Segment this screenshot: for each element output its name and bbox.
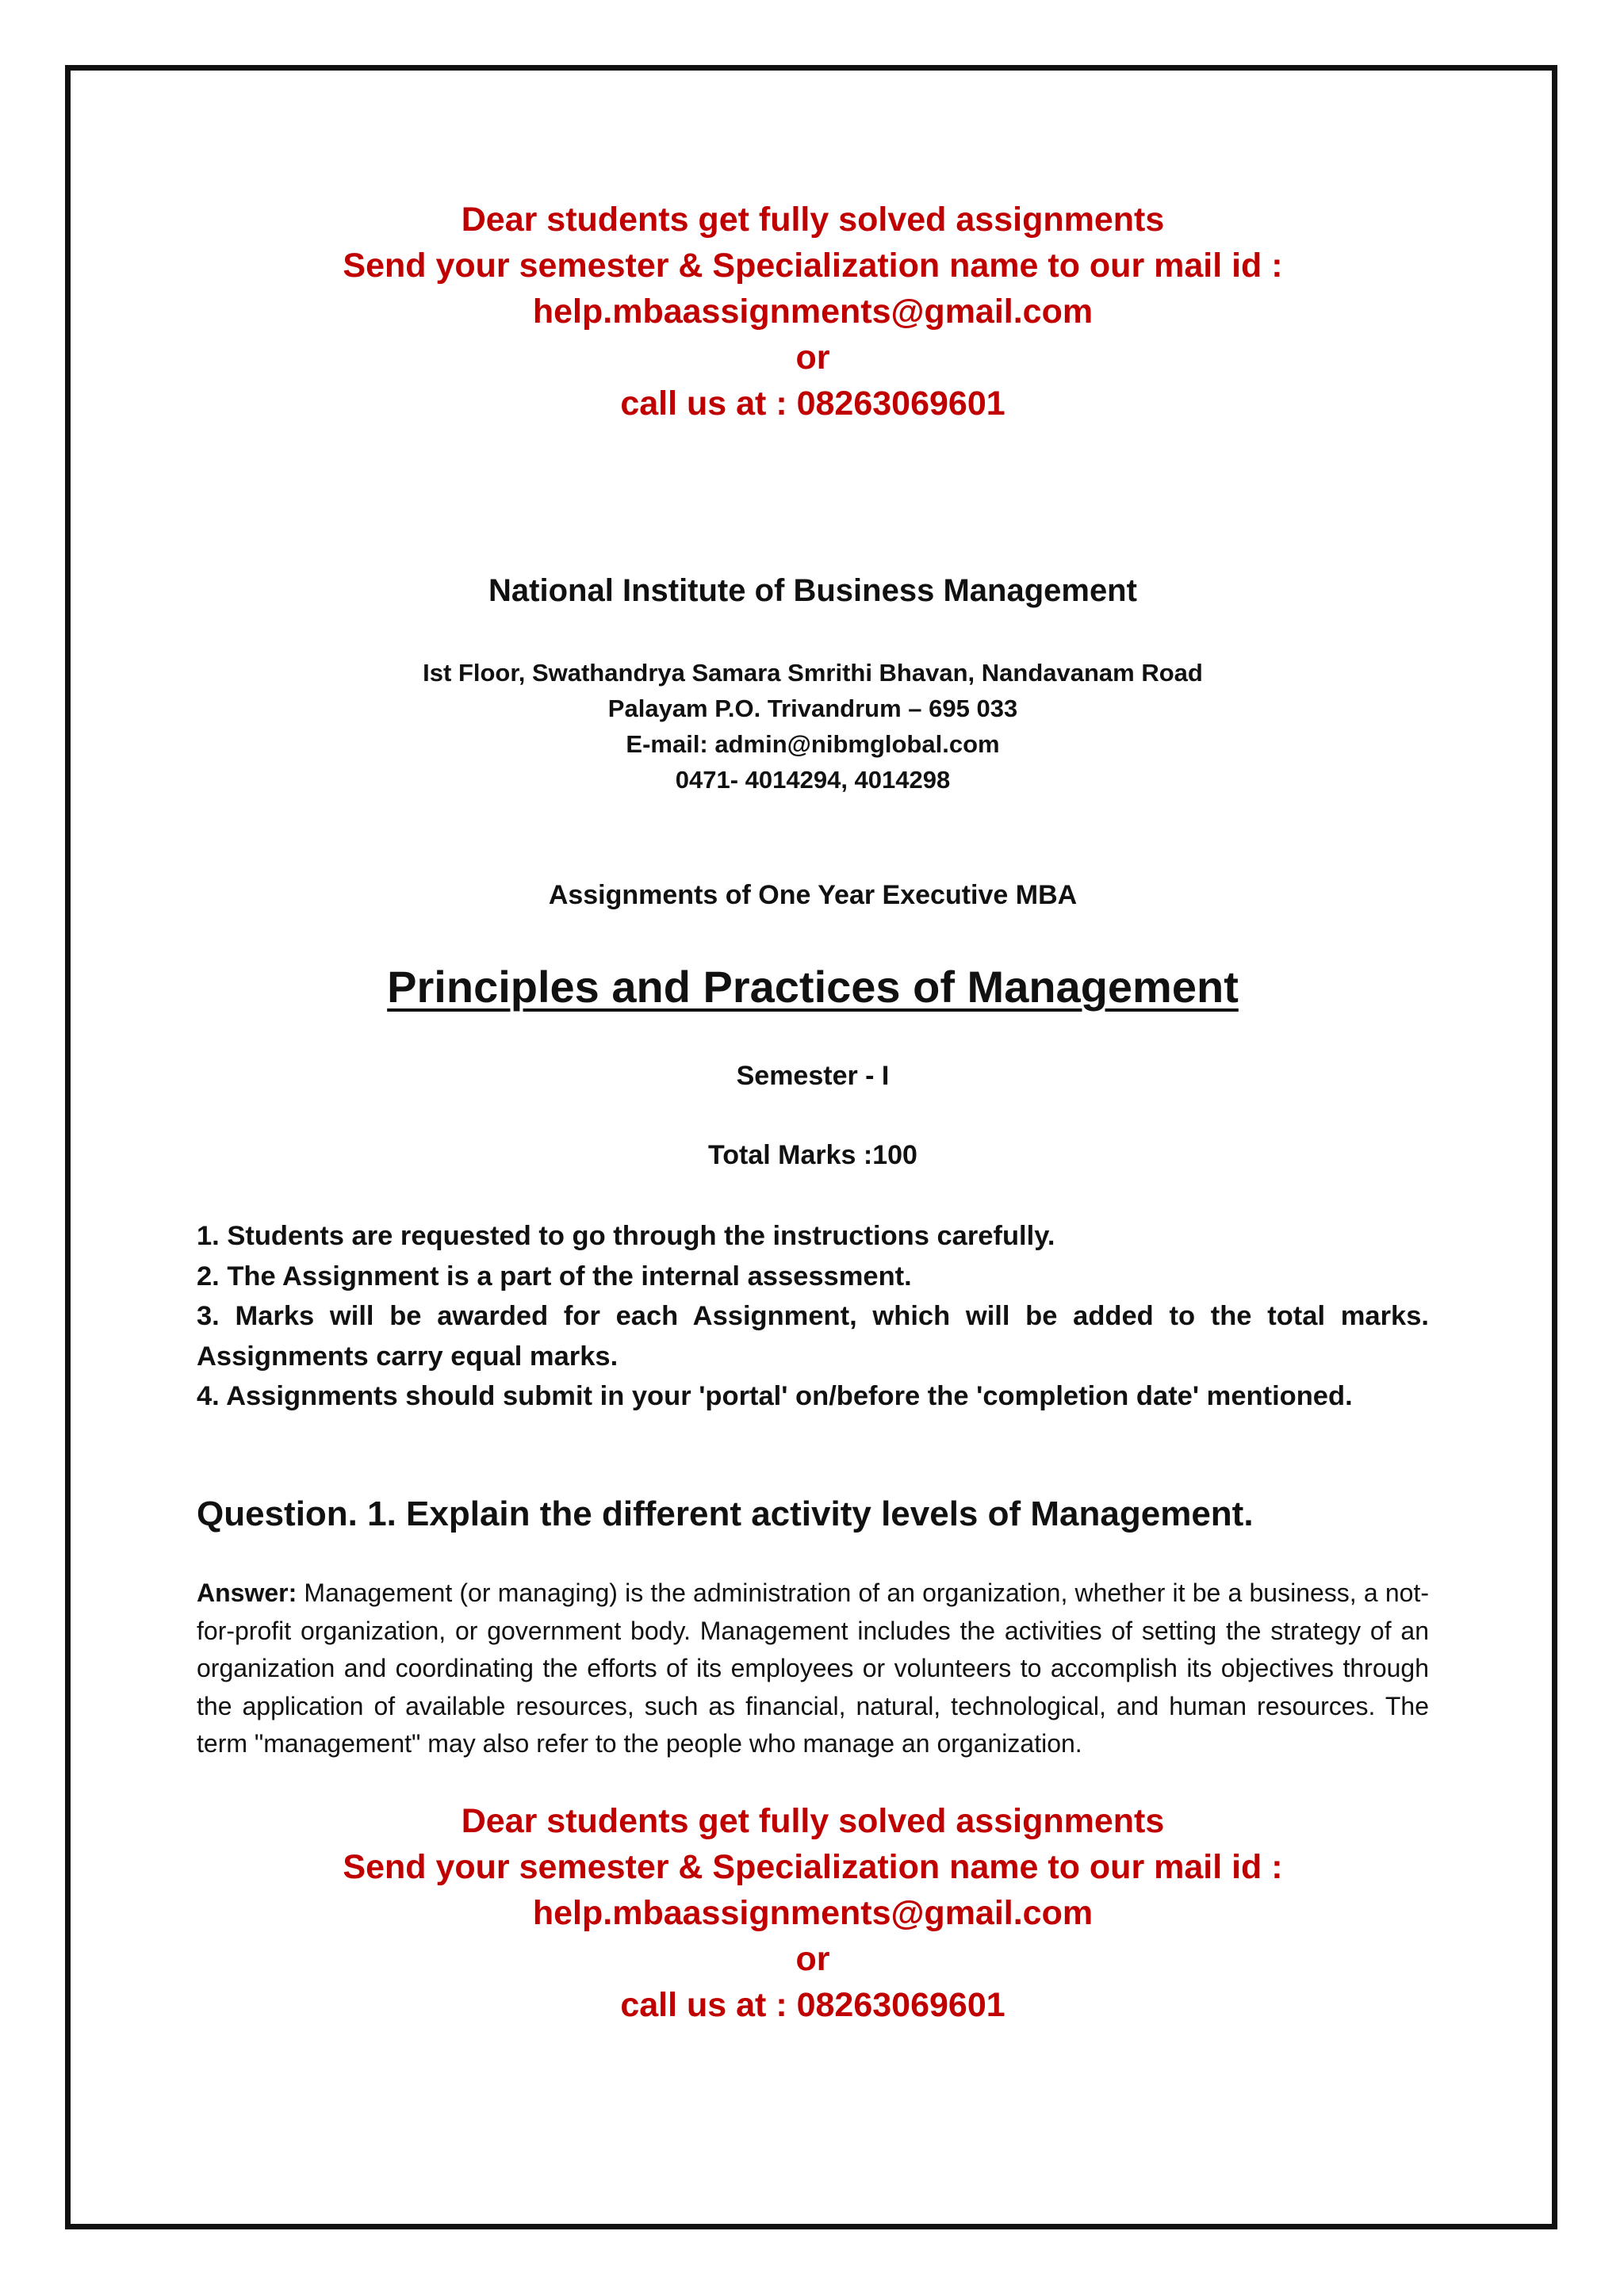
institute-name: National Institute of Business Management bbox=[488, 573, 1137, 608]
instruction-item: 1. Students are requested to go through the instructions carefully. bbox=[197, 1221, 1055, 1251]
promo-email: help.mbaassignments@gmail.com bbox=[532, 1894, 1094, 1932]
semester-label: Semester - I bbox=[736, 1061, 890, 1091]
subject-title-text: Principles and Practices of Management bbox=[387, 962, 1239, 1012]
subject-title bbox=[198, 959, 1427, 1015]
address-line: Palayam P.O. Trivandrum – 695 033 bbox=[607, 695, 1018, 722]
instructions-list bbox=[197, 1216, 1429, 1417]
promo-phone: call us at : 08263069601 bbox=[620, 1986, 1005, 2024]
institute-address bbox=[198, 655, 1427, 798]
promo-line: Dear students get fully solved assignments bbox=[461, 201, 1165, 239]
promo-line: Send your semester & Specialization name to our mail id : bbox=[343, 1848, 1283, 1886]
answer-paragraph bbox=[197, 1575, 1429, 1763]
promo-email: help.mbaassignments@gmail.com bbox=[532, 293, 1094, 331]
program-title: Assignments of One Year Executive MBA bbox=[548, 880, 1078, 910]
institute-email: E-mail: admin@nibmglobal.com bbox=[626, 730, 1000, 758]
promo-line: or bbox=[795, 1940, 830, 1978]
promo-block-bottom bbox=[198, 1798, 1427, 2028]
instruction-item: 3. Marks will be awarded for each Assignment, which will be added to the total marks. Assignments carry equal marks. bbox=[197, 1301, 1429, 1372]
promo-phone: call us at : 08263069601 bbox=[620, 385, 1005, 423]
promo-block-top bbox=[198, 197, 1427, 427]
promo-line: Send your semester & Specialization name to our mail id : bbox=[343, 247, 1283, 285]
institute-phone: 0471- 4014294, 4014298 bbox=[675, 766, 951, 794]
instruction-item: 2. The Assignment is a part of the internal assessment. bbox=[197, 1261, 912, 1292]
total-marks: Total Marks :100 bbox=[708, 1140, 917, 1170]
promo-line: Dear students get fully solved assignments bbox=[461, 1802, 1165, 1840]
answer-label: Answer: bbox=[197, 1578, 297, 1607]
promo-line: or bbox=[795, 339, 830, 377]
instruction-item: 4. Assignments should submit in your 'portal' on/before the 'completion date' mentioned. bbox=[197, 1381, 1353, 1411]
answer-text: Management (or managing) is the administration of an organization, whether it be a business, a not-for-profit organization, or government body. Management includes the activities of setting the strategy of an organization and coordinating the efforts of its employees or volunteers to accomplish its objectives through the application of available resources, such as financial, natural, technological, and human resources. The term "management" may also refer to the people who manage an organization. bbox=[197, 1578, 1429, 1758]
question-heading: Question. 1. Explain the different activity levels of Management. bbox=[197, 1494, 1254, 1533]
address-line: Ist Floor, Swathandrya Samara Smrithi Bhavan, Nandavanam Road bbox=[423, 659, 1203, 687]
